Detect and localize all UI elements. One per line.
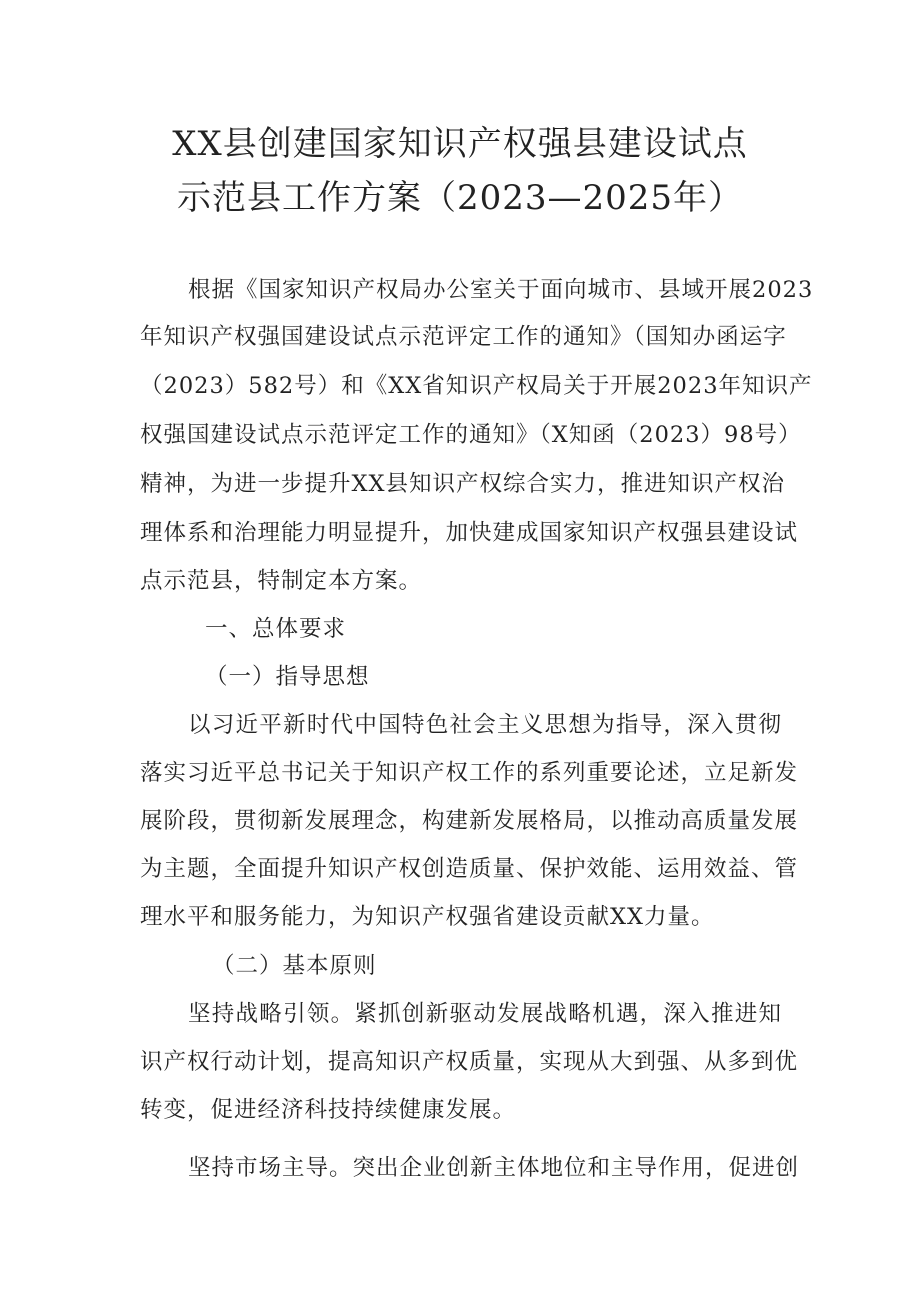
principle1-line-3: 转变，促进经济科技持续健康发展。 [140,1097,517,1123]
guiding-line-4: 为主题，全面提升知识产权创造质量、保护效能、运用效益、管 [140,856,799,882]
document-title-line-1: XX县创建国家知识产权强县建设试点 [172,124,748,164]
intro-line-6: 理体系和治理能力明显提升，加快建成国家知识产权强县建设试 [140,520,799,546]
intro-line-2: 年知识产权强国建设试点示范评定工作的通知》（国知办函运字 [140,324,787,350]
subsection-heading-basic-principles: （二）基本原则 [212,953,377,979]
section-heading-overall-requirements: 一、总体要求 [205,616,347,642]
principle2-line-1: 坚持市场主导。突出企业创新主体地位和主导作用，促进创 [188,1155,800,1181]
intro-line-7: 点示范县，特制定本方案。 [140,568,423,594]
guiding-line-5: 理水平和服务能力，为知识产权强省建设贡献XX力量。 [140,904,715,930]
document-title-line-2: 示范县工作方案（2023—2025年） [176,178,744,218]
intro-line-1: 根据《国家知识产权局办公室关于面向城市、县域开展2023 [188,277,814,303]
intro-line-5: 精神，为进一步提升XX县知识产权综合实力，推进知识产权治 [140,471,786,497]
principle1-line-2: 识产权行动计划，提高知识产权质量，实现从大到强、从多到优 [140,1049,799,1075]
principle1-line-1: 坚持战略引领。紧抓创新驱动发展战略机遇，深入推进知 [188,1001,782,1027]
guiding-line-1: 以习近平新时代中国特色社会主义思想为指导，深入贯彻 [188,712,782,738]
guiding-line-3: 展阶段，贯彻新发展理念，构建新发展格局，以推动高质量发展 [140,808,799,834]
intro-line-3: （2023）582号）和《XX省知识产权局关于开展2023年知识产 [140,373,813,399]
intro-line-4: 权强国建设试点示范评定工作的通知》（X知函（2023）98号） [140,422,802,448]
subsection-heading-guiding-thought: （一）指导思想 [205,664,370,690]
guiding-line-2: 落实习近平总书记关于知识产权工作的系列重要论述，立足新发 [140,760,799,786]
